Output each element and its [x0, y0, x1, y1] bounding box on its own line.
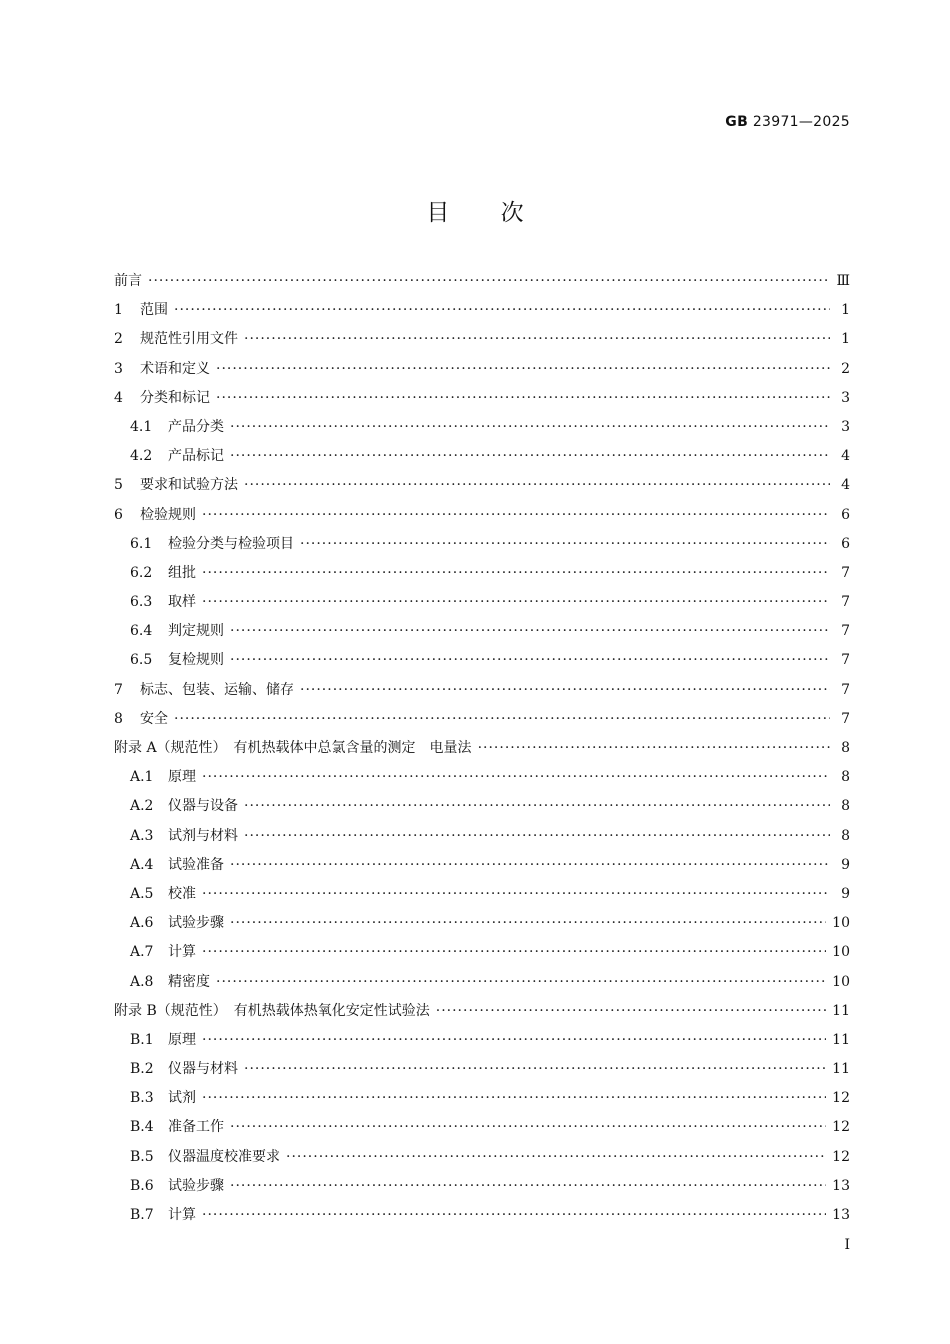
- toc-entry-page: 6: [841, 535, 850, 552]
- toc-entry-number: 4.2: [130, 448, 153, 465]
- toc-entry[interactable]: [114, 1146, 850, 1175]
- toc-entry-label: 产品标记: [168, 448, 224, 465]
- toc-leader-dots: [216, 390, 830, 406]
- toc-leader-dots: [244, 828, 830, 844]
- toc-entry-label: 仪器与设备: [168, 798, 238, 815]
- toc-entry-number: B.1: [130, 1031, 154, 1048]
- toc-entry[interactable]: [114, 854, 850, 883]
- toc-entry-label: 附录 B（规范性） 有机热载体热氧化安定性试验法: [114, 1002, 430, 1019]
- toc-entry-number: B.5: [130, 1148, 154, 1165]
- toc-entry-label: 试剂: [168, 1090, 196, 1107]
- toc-entry-page: 8: [841, 827, 850, 844]
- toc-entry[interactable]: [114, 1204, 850, 1233]
- toc-entry[interactable]: [114, 737, 850, 766]
- toc-entry-page: 1: [841, 331, 850, 348]
- toc-entry[interactable]: [114, 474, 850, 503]
- toc-leader-dots: [244, 331, 830, 347]
- toc-leader-dots: [230, 623, 830, 639]
- toc-entry-label: 取样: [168, 594, 196, 611]
- toc-entry-page: 11: [832, 1061, 850, 1078]
- toc-entry-label: 判定规则: [168, 623, 224, 640]
- toc-entry-page: 13: [832, 1177, 850, 1194]
- toc-entry-number: B.2: [130, 1061, 154, 1078]
- toc-entry-page: 2: [841, 360, 850, 377]
- toc-entry-label: 试验步骤: [168, 915, 224, 932]
- toc-entry-label: 原理: [168, 769, 196, 786]
- toc-entry-page: 10: [832, 915, 850, 932]
- toc-entry-page: 9: [841, 885, 850, 902]
- toc-entry[interactable]: [114, 620, 850, 649]
- toc-entry-number: B.7: [130, 1207, 154, 1223]
- toc-entry-page: 13: [832, 1207, 850, 1223]
- toc-entry-label: 分类和标记: [140, 389, 210, 406]
- toc-entry[interactable]: [114, 883, 850, 912]
- standard-number: 23971—2025: [752, 114, 850, 130]
- toc-leader-dots: [174, 302, 830, 318]
- toc-entry-page: 7: [841, 594, 850, 611]
- toc-entry[interactable]: [114, 708, 850, 737]
- toc-entry[interactable]: [114, 270, 850, 299]
- toc-leader-dots: [174, 711, 830, 727]
- toc-entry-number: 6.1: [130, 535, 153, 552]
- toc-leader-dots: [202, 886, 830, 902]
- toc-entry-page: 7: [841, 681, 850, 698]
- toc-entry-label: 试验步骤: [168, 1177, 224, 1194]
- toc-entry-number: A.2: [130, 798, 154, 815]
- toc-leader-dots: [202, 1207, 826, 1223]
- toc-entry[interactable]: [114, 1087, 850, 1116]
- title-char-1: 目: [426, 200, 450, 226]
- toc-leader-dots: [202, 1032, 826, 1048]
- toc-entry[interactable]: [114, 941, 850, 970]
- toc-entry-page: 8: [841, 769, 850, 786]
- title-char-2: 次: [500, 200, 524, 226]
- toc-leader-dots: [202, 507, 830, 523]
- toc-entry-label: 准备工作: [168, 1119, 224, 1136]
- toc-leader-dots: [244, 477, 830, 493]
- toc-entry[interactable]: [114, 1116, 850, 1145]
- toc-entry-page: 8: [841, 798, 850, 815]
- toc-entry[interactable]: [114, 795, 850, 824]
- standard-prefix: GB: [725, 114, 749, 130]
- toc-entry[interactable]: [114, 679, 850, 708]
- toc-entry-label: 检验规则: [140, 506, 196, 523]
- toc-leader-dots: [216, 974, 826, 990]
- toc-entry-number: A.7: [130, 944, 154, 961]
- toc-leader-dots: [478, 740, 830, 756]
- toc-entry-number: 6.5: [130, 652, 153, 669]
- toc-leader-dots: [202, 565, 830, 581]
- toc-entry-label: 组批: [168, 564, 196, 581]
- toc-entry-label: 试剂与材料: [168, 827, 238, 844]
- toc-entry-page: 7: [841, 652, 850, 669]
- toc-leader-dots: [244, 798, 830, 814]
- toc-entry-page: 12: [832, 1148, 850, 1165]
- toc-entry[interactable]: [114, 504, 850, 533]
- toc-entry-page: 6: [841, 506, 850, 523]
- toc-leader-dots: [230, 652, 830, 668]
- toc-leader-dots: [230, 1119, 826, 1135]
- toc-entry-number: A.4: [130, 856, 154, 873]
- toc-entry-label: 试验准备: [168, 856, 224, 873]
- toc-entry[interactable]: [114, 299, 850, 328]
- toc-entry[interactable]: [114, 766, 850, 795]
- footer-page-number: I: [844, 1237, 850, 1253]
- toc-entry[interactable]: [114, 1175, 850, 1204]
- toc-entry[interactable]: [114, 912, 850, 941]
- toc-leader-dots: [230, 857, 830, 873]
- toc-entry-number: B.4: [130, 1119, 154, 1136]
- toc-entry[interactable]: [114, 1029, 850, 1058]
- toc-leader-dots: [202, 769, 830, 785]
- toc-leader-dots: [436, 1003, 826, 1019]
- toc-entry-number: B.3: [130, 1090, 154, 1107]
- toc-leader-dots: [202, 944, 826, 960]
- toc-entry-number: 1: [114, 302, 123, 319]
- toc-entry-page: 11: [832, 1002, 850, 1019]
- toc-leader-dots: [148, 273, 830, 289]
- toc-entry[interactable]: [114, 1058, 850, 1087]
- toc-entry-label: 检验分类与检验项目: [168, 535, 294, 552]
- toc-entry-number: 6: [114, 506, 123, 523]
- toc-entry-page: 3: [841, 418, 850, 435]
- table-of-contents: [114, 270, 850, 1233]
- toc-leader-dots: [202, 1090, 826, 1106]
- toc-leader-dots: [230, 448, 830, 464]
- standard-code: [725, 114, 850, 130]
- toc-entry-number: 3: [114, 360, 123, 377]
- toc-entry-label: 复检规则: [168, 652, 224, 669]
- toc-entry[interactable]: [114, 649, 850, 678]
- toc-entry-label: 仪器与材料: [168, 1061, 238, 1078]
- toc-entry[interactable]: [114, 1000, 850, 1029]
- toc-entry-label: 标志、包装、运输、储存: [140, 681, 294, 698]
- toc-entry-label: 范围: [140, 302, 168, 319]
- toc-entry[interactable]: [114, 533, 850, 562]
- toc-entry-page: 7: [841, 623, 850, 640]
- toc-leader-dots: [230, 1178, 826, 1194]
- toc-entry-number: B.6: [130, 1177, 154, 1194]
- toc-entry-page: 4: [841, 448, 850, 465]
- toc-entry-label: 精密度: [168, 973, 210, 990]
- toc-entry-page: 11: [832, 1031, 850, 1048]
- toc-entry-number: 6.3: [130, 594, 153, 611]
- toc-entry-page: 7: [841, 710, 850, 727]
- toc-entry[interactable]: [114, 358, 850, 387]
- toc-leader-dots: [244, 1061, 826, 1077]
- toc-entry[interactable]: [114, 971, 850, 1000]
- toc-entry-page: 1: [841, 302, 850, 319]
- toc-entry[interactable]: [114, 591, 850, 620]
- toc-entry[interactable]: [114, 387, 850, 416]
- toc-entry-number: A.5: [130, 885, 154, 902]
- toc-entry-label: 原理: [168, 1031, 196, 1048]
- toc-entry-label: 规范性引用文件: [140, 331, 238, 348]
- toc-entry-label: 仪器温度校准要求: [168, 1148, 280, 1165]
- toc-entry-page: 12: [832, 1119, 850, 1136]
- toc-entry-number: 4.1: [130, 418, 153, 435]
- toc-entry-label: 术语和定义: [140, 360, 210, 377]
- toc-entry[interactable]: [114, 416, 850, 445]
- toc-entry-number: A.6: [130, 915, 154, 932]
- toc-entry-label: 计算: [168, 1207, 196, 1223]
- toc-entry-number: 7: [114, 681, 123, 698]
- toc-leader-dots: [230, 915, 826, 931]
- toc-entry-page: 3: [841, 389, 850, 406]
- toc-entry-label: 要求和试验方法: [140, 477, 238, 494]
- toc-entry-label: 前言: [114, 273, 142, 289]
- toc-entry[interactable]: [114, 445, 850, 474]
- toc-entry[interactable]: [114, 825, 850, 854]
- toc-entry-number: A.8: [130, 973, 154, 990]
- toc-entry-page: 12: [832, 1090, 850, 1107]
- toc-entry-label: 校准: [168, 885, 196, 902]
- toc-entry-label: 产品分类: [168, 418, 224, 435]
- page-title: [0, 194, 950, 227]
- toc-entry-page: 7: [841, 564, 850, 581]
- toc-leader-dots: [300, 682, 830, 698]
- toc-entry-page: 10: [832, 944, 850, 961]
- toc-entry-number: 5: [114, 477, 123, 494]
- toc-entry-number: 2: [114, 331, 123, 348]
- toc-entry-page: 8: [841, 740, 850, 756]
- toc-entry[interactable]: [114, 562, 850, 591]
- toc-entry-label: 安全: [140, 710, 168, 727]
- toc-leader-dots: [286, 1149, 826, 1165]
- toc-leader-dots: [202, 594, 830, 610]
- toc-leader-dots: [230, 419, 830, 435]
- toc-entry-page: 4: [841, 477, 850, 494]
- toc-leader-dots: [216, 361, 830, 377]
- toc-entry-page: 9: [841, 856, 850, 873]
- toc-entry-number: 6.2: [130, 564, 153, 581]
- toc-leader-dots: [300, 536, 830, 552]
- toc-entry-number: 6.4: [130, 623, 153, 640]
- toc-entry-page: 10: [832, 973, 850, 990]
- toc-entry-page: Ⅲ: [836, 273, 850, 289]
- toc-entry-label: 附录 A（规范性） 有机热载体中总氯含量的测定 电量法: [114, 740, 472, 756]
- toc-entry-label: 计算: [168, 944, 196, 961]
- toc-entry-number: 8: [114, 710, 123, 727]
- toc-entry-number: 4: [114, 389, 123, 406]
- toc-entry[interactable]: [114, 328, 850, 357]
- toc-entry-number: A.1: [130, 769, 154, 786]
- toc-entry-number: A.3: [130, 827, 154, 844]
